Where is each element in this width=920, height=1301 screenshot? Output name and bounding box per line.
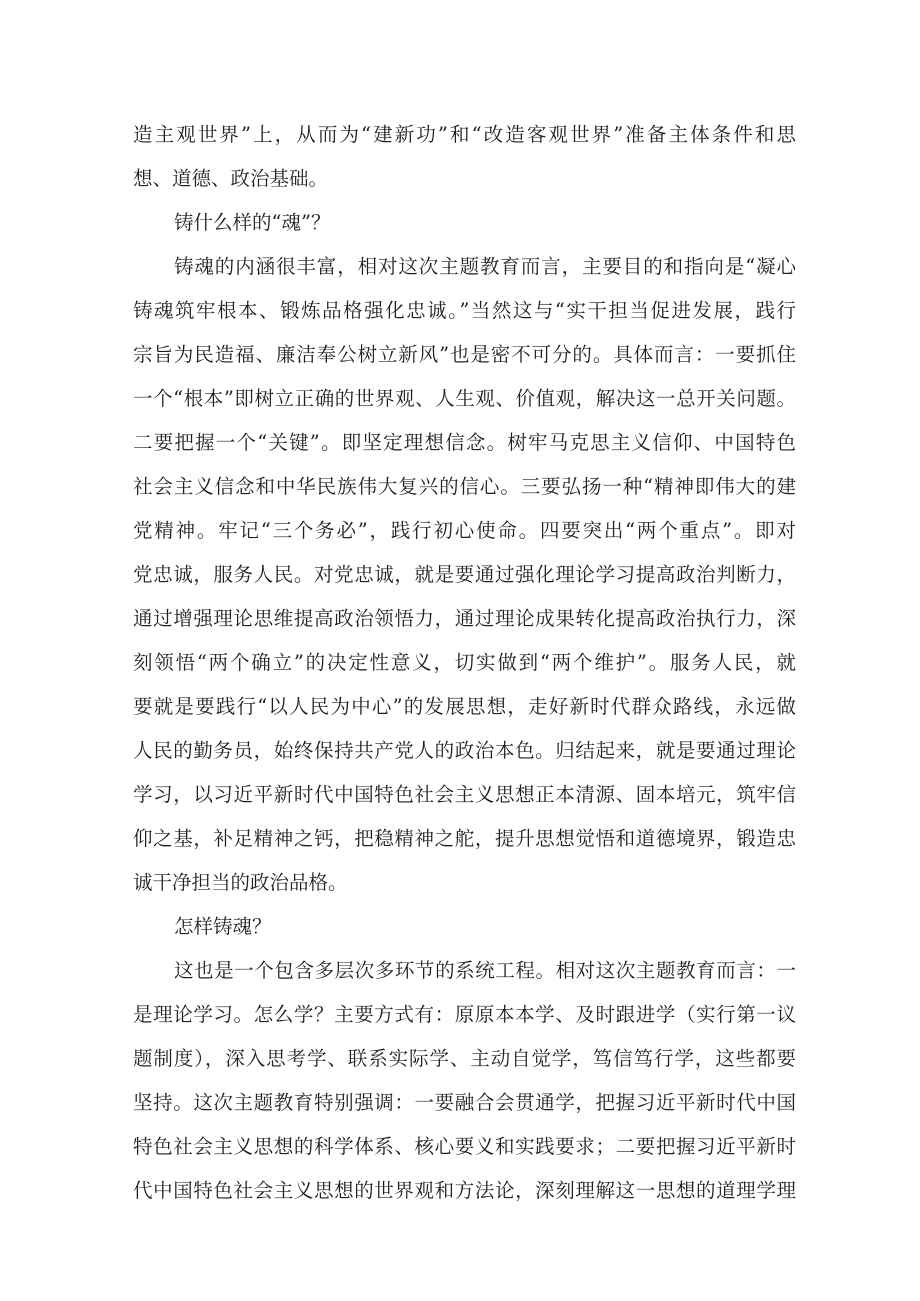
line-text: 铸魂的内涵很丰富，相对这次主题教育而言，主要目的和指向是“凝心 [174,255,796,278]
text-line [0,338,920,372]
text-line [0,822,920,856]
text-line [0,470,920,504]
text-line [0,602,920,636]
text-line [0,1174,920,1208]
line-text: 刻领悟“两个确立”的决定性意义，切实做到“两个维护”。服务人民，就 [133,651,796,674]
text-line [0,162,920,196]
line-text: 代中国特色社会主义思想的世界观和方法论，深刻理解这一思想的道理学理 [133,1179,796,1202]
heading-text: 怎样铸魂？ [174,915,272,938]
line-text: 党忠诚，服务人民。对党忠诚，就是要通过强化理论学习提高政治判断力， [133,563,796,586]
text-line [0,866,920,900]
text-line [0,1042,920,1076]
line-text: 是理论学习。怎么学？主要方式有：原原本本学、及时跟进学（实行第一议 [133,1003,796,1026]
line-text: 党精神。牢记“三个务必”，践行初心使命。四要突出“两个重点”。即对 [133,519,796,542]
text-line [0,426,920,460]
line-text: 通过增强理论思维提高政治领悟力，通过理论成果转化提高政治执行力，深 [133,607,796,630]
text-line [0,1130,920,1164]
line-text: 二要把握一个“关键”。即坚定理想信念。树牢马克思主义信仰、中国特色 [133,431,796,454]
line-text: 这也是一个包含多层次多环节的系统工程。相对这次主题教育而言：一 [174,959,796,982]
line-text: 造主观世界”上，从而为“建新功”和“改造客观世界”准备主体条件和思 [133,123,796,146]
line-text: 诚干净担当的政治品格。 [133,871,348,894]
line-text: 一个“根本”即树立正确的世界观、人生观、价值观，解决这一总开关问题。 [133,387,796,410]
text-line [0,954,920,988]
text-line [0,998,920,1032]
line-text: 特色社会主义思想的科学体系、核心要义和实践要求；二要把握习近平新时 [133,1135,796,1158]
line-text: 仰之基，补足精神之钙，把稳精神之舵，提升思想觉悟和道德境界，锻造忠 [133,827,796,850]
text-line [0,294,920,328]
text-line [0,1086,920,1120]
text-line [0,778,920,812]
line-text: 学习，以习近平新时代中国特色社会主义思想正本清源、固本培元，筑牢信 [133,783,796,806]
text-line [0,382,920,416]
text-line [0,646,920,680]
line-text: 社会主义信念和中华民族伟大复兴的信心。三要弘扬一种“精神即伟大的建 [133,475,796,498]
line-text: 铸魂筑牢根本、锻炼品格强化忠诚。”当然这与“实干担当促进发展，践行 [133,299,796,322]
text-line [0,250,920,284]
line-text: 想、道德、政治基础。 [133,167,329,190]
text-line [0,734,920,768]
text-line [0,558,920,592]
heading-text: 铸什么样的“魂”？ [174,211,331,234]
text-line [0,118,920,152]
line-text: 题制度），深入思考学、联系实际学、主动自觉学，笃信笃行学，这些都要 [133,1047,796,1070]
line-text: 要就是要践行“以人民为中心”的发展思想，走好新时代群众路线，永远做 [133,695,796,718]
line-text: 坚持。这次主题教育特别强调：一要融合会贯通学，把握习近平新时代中国 [133,1091,796,1114]
line-text: 宗旨为民造福、廉洁奉公树立新风”也是密不可分的。具体而言：一要抓住 [133,343,796,366]
text-line [0,690,920,724]
section-heading [0,206,920,240]
text-line [0,514,920,548]
section-heading [0,910,920,944]
line-text: 人民的勤务员，始终保持共产党人的政治本色。归结起来，就是要通过理论 [133,739,796,762]
